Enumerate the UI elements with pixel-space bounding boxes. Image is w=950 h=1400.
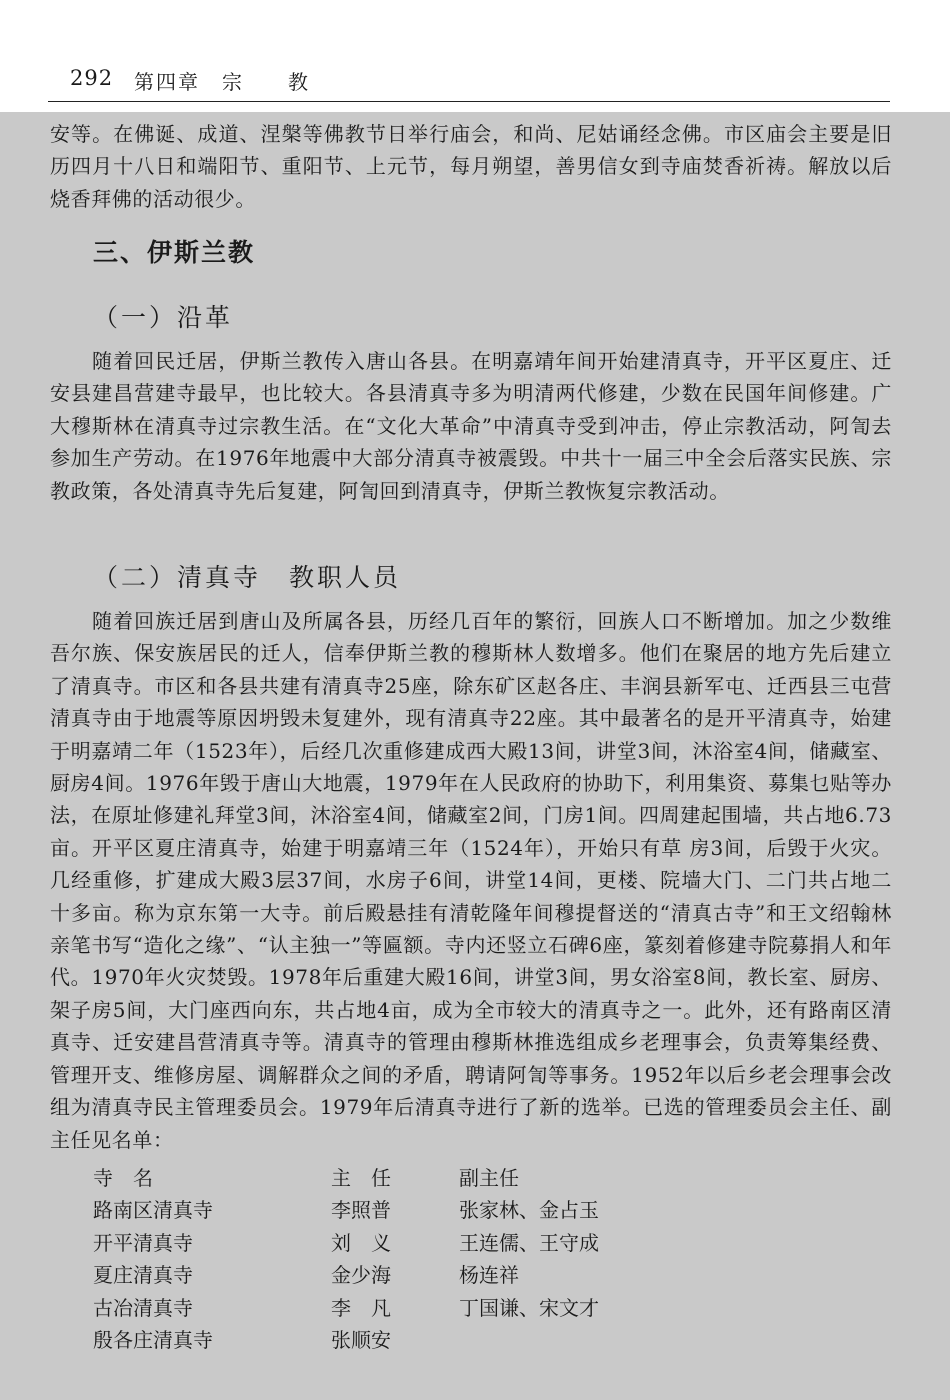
page-header (0, 0, 950, 112)
section-title: 三、伊斯兰教 (93, 238, 256, 267)
mosque-name: 路南区清真寺 (93, 1198, 213, 1223)
director-name: 李 凡 (331, 1295, 391, 1320)
chapter-title: 第四章 宗 教 (134, 70, 310, 94)
deputy-names: 王连儒、王守成 (459, 1230, 599, 1255)
intro-paragraph: 安等。在佛诞、成道、涅槃等佛教节日举行庙会，和尚、尼姑诵经念佛。市区庙会主要是旧历四月十八日和端阳节、重阳节、上元节，每月朔望，善男信女到寺庙焚香祈祷。解放以后烧香拜佛的活动很少。 (50, 122, 892, 211)
mosque-name: 开平清真寺 (93, 1230, 193, 1255)
mosque-name: 古冶清真寺 (93, 1295, 193, 1320)
table-row (93, 1323, 659, 1356)
deputy-names: 张家林、金占玉 (459, 1198, 599, 1223)
table-row (93, 1290, 659, 1323)
table-row (93, 1258, 659, 1291)
subsection-title-mosques: （二）清真寺 教职人员 (93, 563, 402, 592)
history-paragraph: 随着回民迁居，伊斯兰教传入唐山各县。在明嘉靖年间开始建清真寺，开平区夏庄、迁安县建昌营建寺最早，也比较大。各县清真寺多为明清两代修建，少数在民国年间修建。广大穆斯林在清真寺过宗教生活。在“文化大革命”中清真寺受到冲击，停止宗教活动，阿訇去参加生产劳动。在1976年地震中大部分清真寺被震毁。中共十一届三中全会后落实民族、宗教政策，各处清真寺先后复建，阿訇回到清真寺，伊斯兰教恢复宗教活动。 (50, 349, 892, 503)
mosque-name: 夏庄清真寺 (93, 1263, 193, 1288)
header-rule (48, 101, 890, 102)
header-deputy-director: 副主任 (459, 1165, 519, 1190)
deputy-names: 杨连祥 (459, 1263, 519, 1288)
header-director: 主 任 (331, 1165, 391, 1190)
mosque-name: 殷各庄清真寺 (93, 1328, 213, 1353)
header-mosque-name: 寺 名 (93, 1165, 153, 1190)
table-row (93, 1225, 659, 1258)
director-name: 刘 义 (331, 1230, 391, 1255)
director-name: 金少海 (331, 1263, 391, 1288)
deputy-names: 丁国谦、宋文才 (459, 1295, 599, 1320)
table-row (93, 1193, 659, 1226)
page-number: 292 (70, 66, 114, 90)
director-name: 张顺安 (331, 1328, 391, 1353)
mosques-paragraph: 随着回族迁居到唐山及所属各县，历经几百年的繁衍，回族人口不断增加。加之少数维吾尔族、保安族居民的迁人，信奉伊斯兰教的穆斯林人数增多。他们在聚居的地方先后建立了清真寺。市区和各县共建有清真寺25座，除东矿区赵各庄、丰润县新军屯、迁西县三屯营清真寺由于地震等原因坍毁未复建外，现有清真寺22座。其中最著名的是开平清真寺，始建于明嘉靖二年（1523年），后经几次重修建成西大殿13间，讲堂3间，沐浴室4间，储藏室、厨房4间。1976年毁于唐山大地震，1979年在人民政府的协助下，利用集资、募集乜贴等办法，在原址修建礼拜堂3间，沐浴室4间，储藏室2间，门房1间。四周建起围墙，共占地6.73亩。开平区夏庄清真寺，始建于明嘉靖三年（1524年），开始只有草 房3间，后毁于火灾。几经重修，扩建成大殿3层37间，水房子6间，讲堂14间，更楼、院墙大门、二门共占地二十多亩。称为京东第一大寺。前后殿悬挂有清乾隆年间穆提督送的“清真古寺”和王文绍翰林亲笔书写“造化之缘”、“认主独一”等匾额。寺内还竖立石碑6座，篆刻着修建寺院募捐人和年代。1970年火灾焚毁。1978年后重建大殿16间，讲堂3间，男女浴室8间，教长室、厨房、架子房5间，大门座西向东，共占地4亩，成为全市较大的清真寺之一。此外，还有路南区清真寺、迁安建昌营清真寺等。清真寺的管理由穆斯林推选组成乡老理事会，负责筹集经费、管理开支、维修房屋、调解群众之间的矛盾，聘请阿訇等事务。1952年以后乡老会理事会改组为清真寺民主管理委员会。1979年后清真寺进行了新的选举。已选的管理委员会主任、副主任见名单： (50, 609, 892, 1152)
table-header-row (93, 1160, 659, 1193)
subsection-title-history: （一）沿革 (93, 303, 234, 332)
mosque-leaders-table (93, 1160, 659, 1355)
deputy-names (459, 1323, 659, 1356)
director-name: 李照普 (331, 1198, 391, 1223)
